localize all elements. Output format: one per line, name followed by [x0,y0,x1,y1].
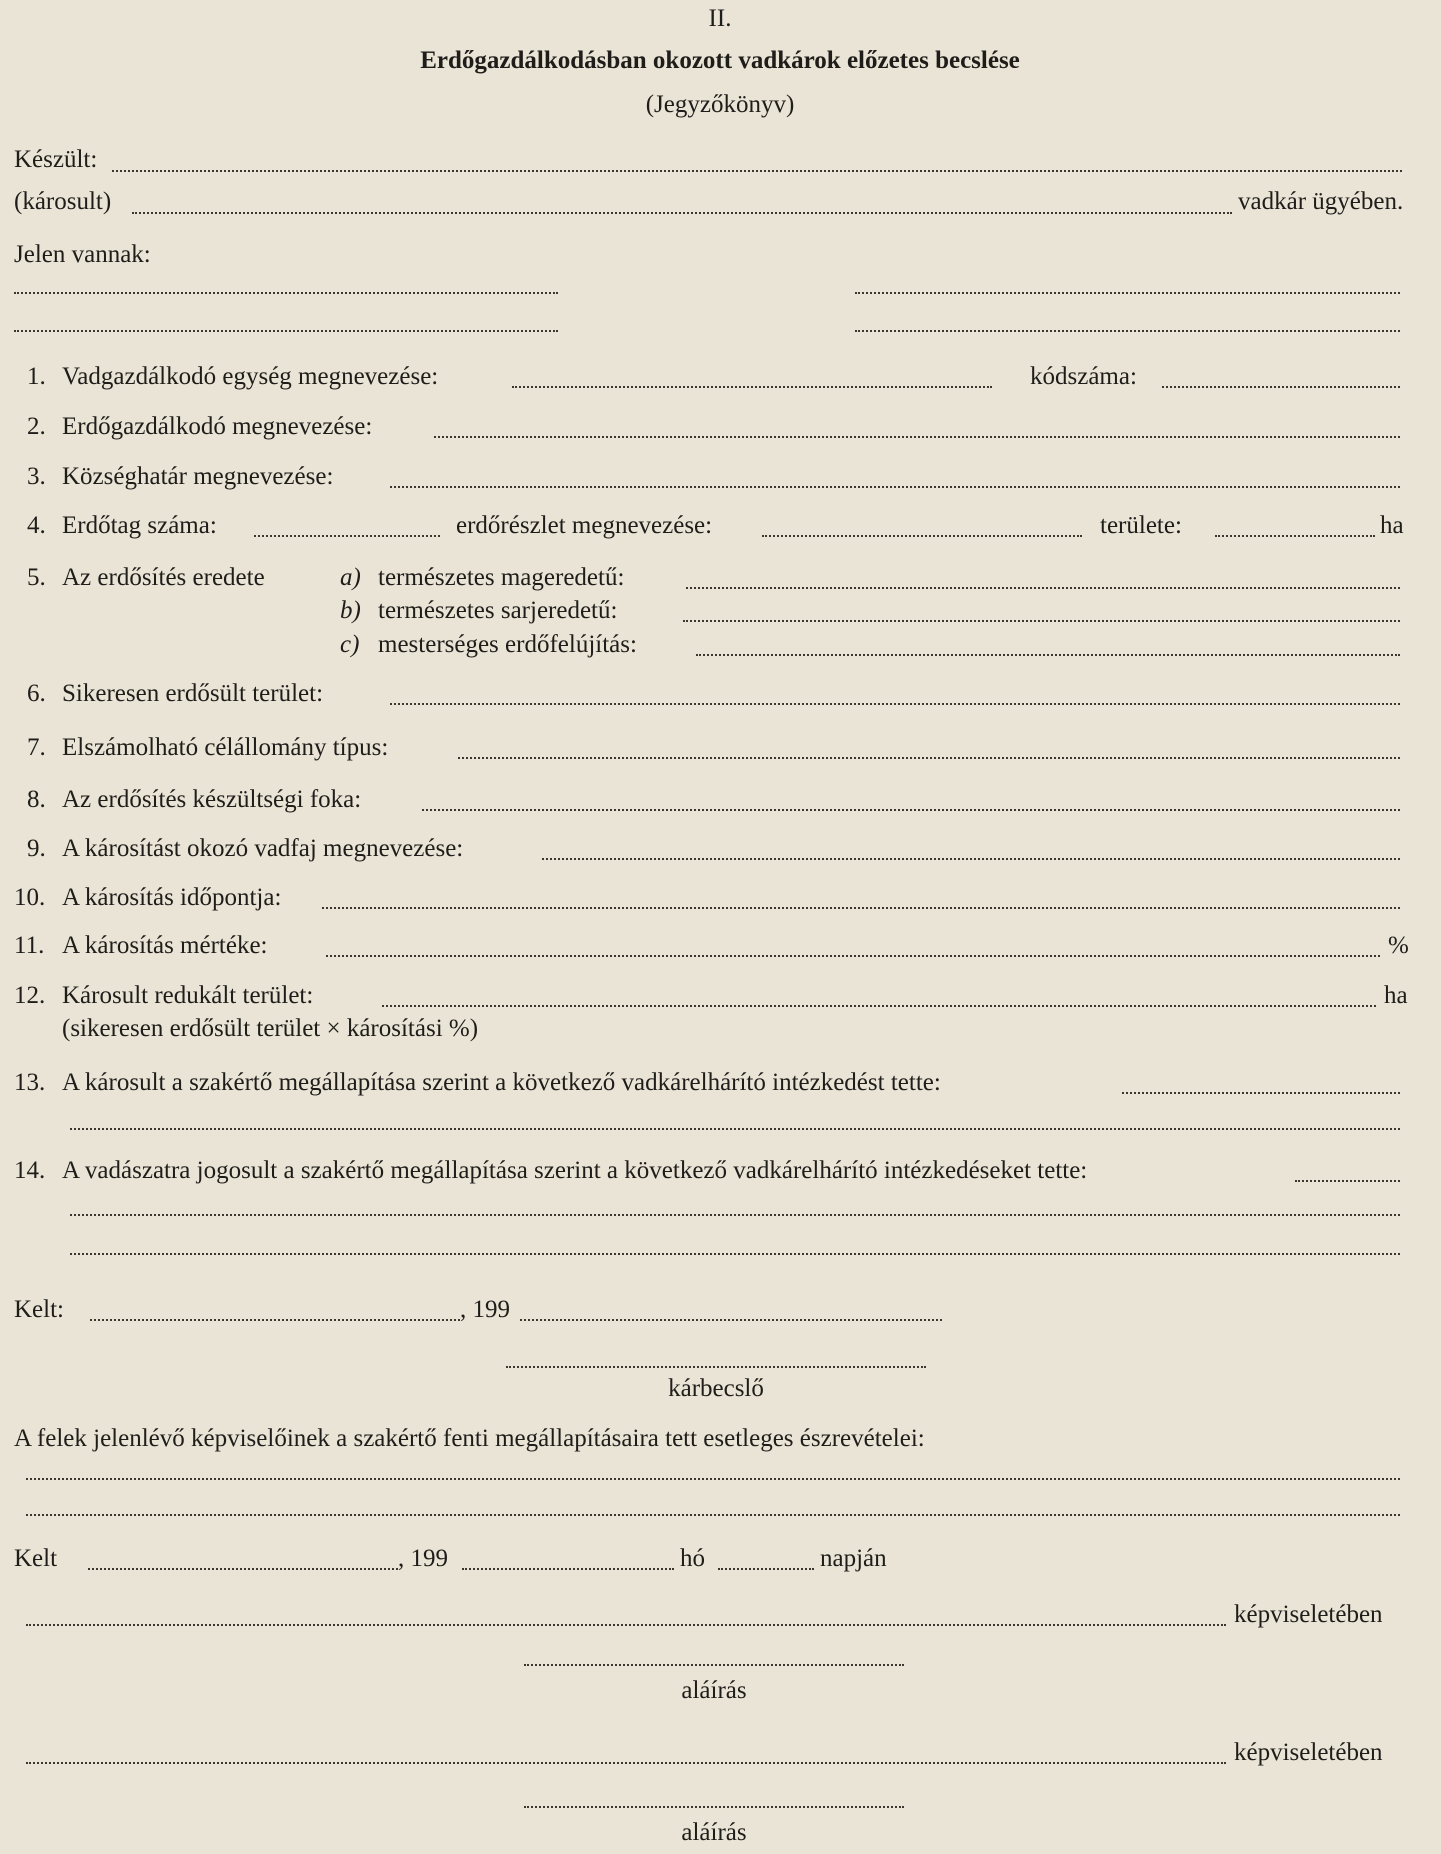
keszultsegi-fok-field[interactable] [422,809,1400,811]
erdotag-field[interactable] [254,535,440,537]
item-label: kódszáma: [1030,363,1137,390]
kelt-year-label: , 199 [460,1296,510,1323]
kelt-date-field[interactable] [520,1319,942,1321]
signature-field-1[interactable] [524,1664,904,1666]
item-number: 6. [27,680,46,707]
item-number: 1. [27,363,46,390]
item-label: területe: [1100,512,1182,539]
karosult-intezkedes-field[interactable] [1122,1092,1400,1094]
item-number: 12. [14,982,46,1009]
attendee-field-4[interactable] [855,330,1400,332]
karosult-label: (károsult) [14,188,112,215]
option-label: mesterséges erdőfelújítás: [378,631,637,658]
karosult-intezkedes-field-2[interactable] [70,1128,1400,1130]
item-label: erdőrészlet megnevezése: [456,512,713,539]
sikeresen-erdosult-field[interactable] [390,703,1400,705]
vadfaj-field[interactable] [542,858,1400,860]
mertek-field[interactable] [326,955,1380,957]
option-letter: c) [340,631,360,658]
alairas-label: aláírás [681,1677,747,1704]
attendee-field-2[interactable] [855,292,1400,294]
karosult-field[interactable] [132,212,1232,214]
nap-field[interactable] [718,1568,814,1570]
attendee-field-3[interactable] [14,330,558,332]
erdogazdalkodo-field[interactable] [434,436,1400,438]
jogosult-intezkedes-field-3[interactable] [70,1253,1400,1255]
kepviseleteben-label: képviseletében [1234,1601,1383,1628]
kelt-label: Kelt [14,1545,58,1572]
item-number: 8. [27,786,46,813]
alairas-label: aláírás [681,1819,747,1846]
item-label: A károsítás mértéke: [62,932,268,959]
unit-ha: ha [1384,982,1408,1009]
kozseghatar-field[interactable] [390,486,1400,488]
erdoreszlet-field[interactable] [762,535,1082,537]
kepviselet-field-2[interactable] [26,1762,1226,1764]
item-number: 4. [27,512,46,539]
ho-label: hó [680,1545,705,1572]
item-note: (sikeresen erdősült terület × károsítási %) [62,1015,479,1042]
karbecslo-label: kárbecslő [668,1375,764,1402]
item-number: 10. [14,884,46,911]
napjan-label: napján [820,1545,887,1572]
item-number: 13. [14,1069,46,1096]
item-label: A károsult a szakértő megállapítása szerint a következő vadkárelhárító intézkedést tette: [62,1069,941,1096]
remarks-field-1[interactable] [26,1478,1400,1480]
remarks-label: A felek jelenlévő képviselőinek a szakértő fenti megállapításaira tett esetleges észrevételei: [14,1425,925,1452]
terulet-field[interactable] [1215,535,1375,537]
vadkar-ugyeben-label: vadkár ügyében. [1238,188,1404,215]
item-label: A károsítás időpontja: [62,884,282,911]
option-label: természetes sarjeredetű: [378,597,618,624]
kepviseleteben-label: képviseletében [1234,1739,1383,1766]
vadgazdalkodo-field[interactable] [512,386,992,388]
item-label: Az erdősítés készültségi foka: [62,786,362,813]
jogosult-intezkedes-field[interactable] [1295,1180,1400,1182]
form-title: Erdőgazdálkodásban okozott vadkárok előzetes becslése [420,47,1020,74]
item-label: Az erdősítés eredete [62,564,265,591]
jogosult-intezkedes-field-2[interactable] [70,1214,1400,1216]
item-label: Elszámolható célállomány típus: [62,734,389,761]
keszult-field[interactable] [112,170,1402,172]
item-label: Községhatár megnevezése: [62,463,334,490]
item-label: Vadgazdálkodó egység megnevezése: [62,363,439,390]
item-number: 14. [14,1157,46,1184]
item-label: A károsítást okozó vadfaj megnevezése: [62,835,464,862]
karbecslo-signature-field[interactable] [506,1366,926,1368]
keszult-label: Készült: [14,146,98,173]
option-letter: a) [340,564,361,591]
unit-ha: ha [1380,512,1404,539]
item-label: Erdőtag száma: [62,512,217,539]
item-number: 11. [14,932,45,959]
item-number: 9. [27,835,46,862]
magеredetu-field[interactable] [686,587,1400,589]
unit-percent: % [1388,932,1409,959]
kepviselet-field-1[interactable] [26,1624,1226,1626]
item-label: Károsult redukált terület: [62,982,314,1009]
remarks-field-2[interactable] [26,1514,1400,1516]
jelen-vannak-label: Jelen vannak: [14,241,151,268]
idopont-field[interactable] [322,907,1400,909]
kelt-label: Kelt: [14,1296,64,1323]
item-label: Erdőgazdálkodó megnevezése: [62,413,373,440]
item-label: Sikeresen erdősült terület: [62,680,324,707]
item-number: 3. [27,463,46,490]
kelt2-year-label: , 199 [398,1545,448,1572]
mesterseges-field[interactable] [696,654,1400,656]
form-subtitle: (Jegyzőkönyv) [645,91,795,118]
kelt2-place-field[interactable] [88,1568,398,1570]
attendee-field-1[interactable] [14,292,558,294]
celallomany-field[interactable] [458,757,1400,759]
kodszam-field[interactable] [1162,386,1400,388]
item-number: 7. [27,734,46,761]
item-number: 2. [27,413,46,440]
sarjeredetu-field[interactable] [683,620,1400,622]
kelt2-year-field[interactable] [462,1568,674,1570]
option-label: természetes magеredetű: [378,564,625,591]
item-number: 5. [27,564,46,591]
section-number: II. [708,5,732,32]
signature-field-2[interactable] [524,1806,904,1808]
kelt-place-field[interactable] [90,1319,460,1321]
item-label: A vadászatra jogosult a szakértő megállapítása szerint a következő vadkárelhárító intézkedéseket tette: [62,1157,1088,1184]
redukalt-terulet-field[interactable] [382,1005,1376,1007]
option-letter: b) [340,597,361,624]
